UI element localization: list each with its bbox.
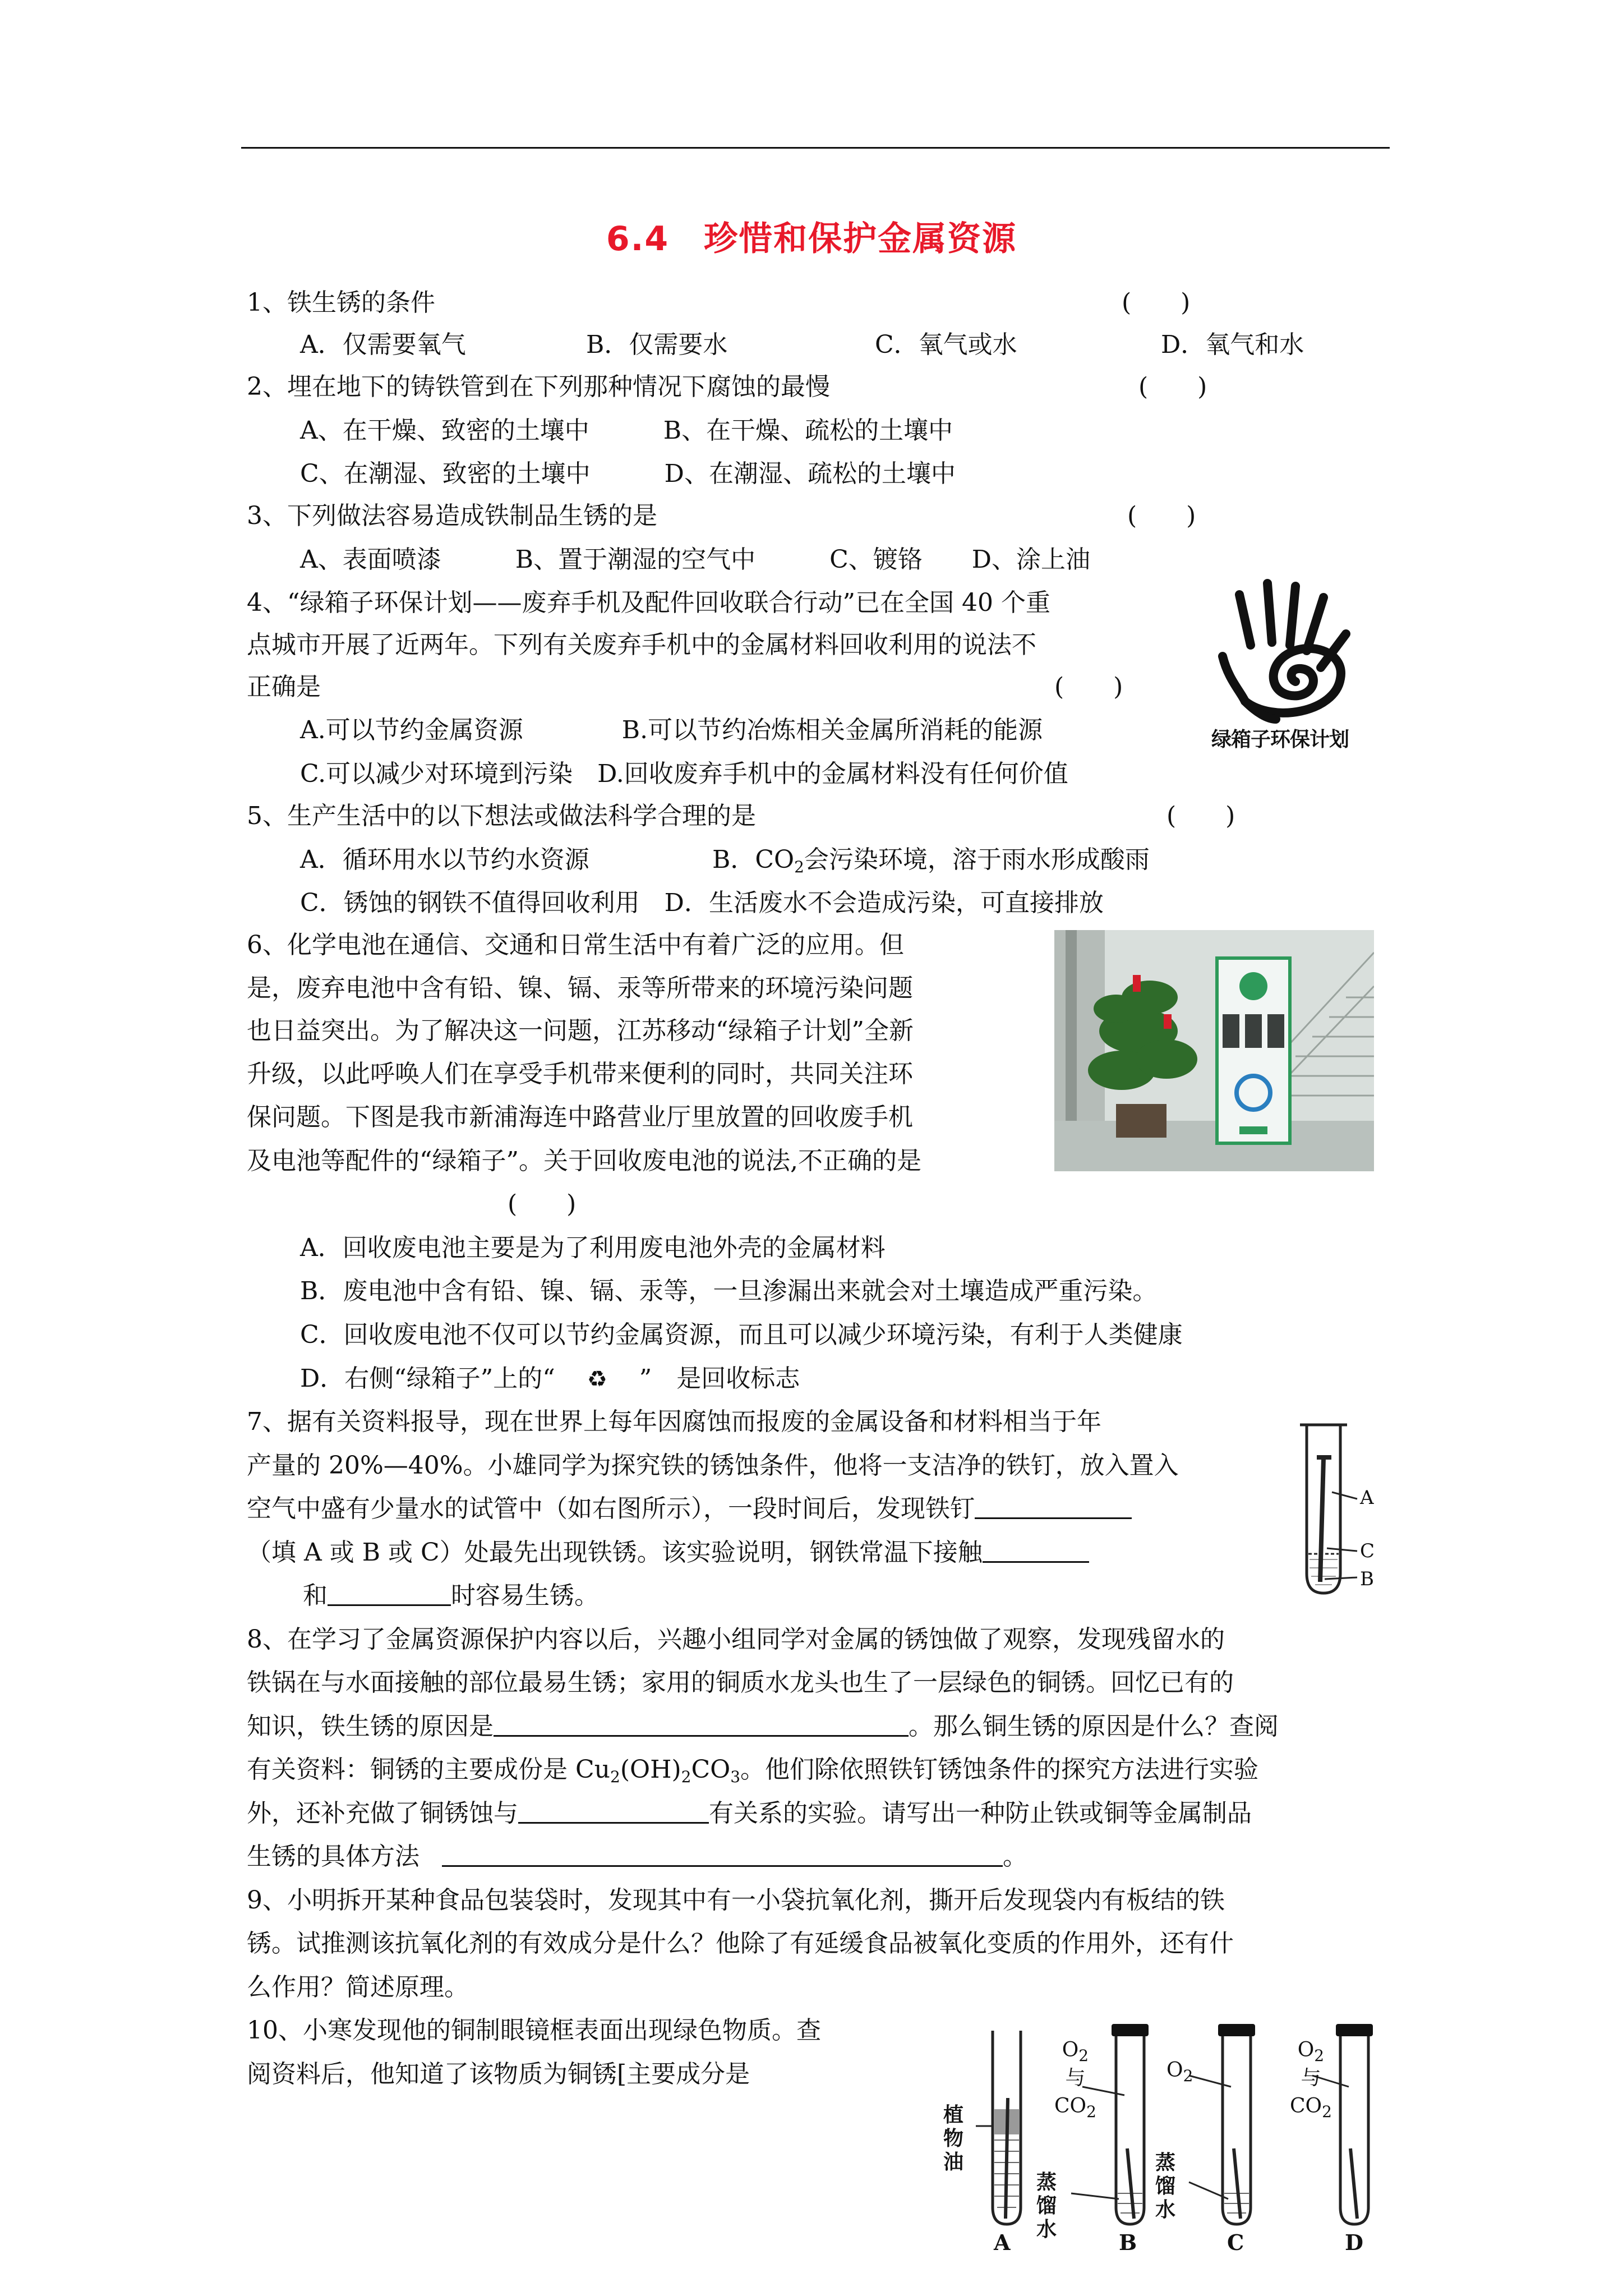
q6-option-c: C．回收废电池不仅可以节约金属资源，而且可以减少环境污染，有利于人类健康	[300, 1320, 1183, 1349]
q3-answer-paren: ( )	[1127, 501, 1196, 530]
recycle-icon: ♻	[587, 1366, 607, 1392]
page-title: 6.4 珍惜和保护金属资源	[606, 219, 1017, 259]
q10-water-label-c: 蒸馏水	[1155, 2151, 1176, 2221]
q7-label-c: C	[1360, 1540, 1375, 1562]
q8-line-6: 生锈的具体方法 。	[247, 1840, 1027, 1874]
q10-gas-label-d: $O_2$ 与 $CO_2$	[1290, 2039, 1332, 2121]
q1-option-b: B．仅需要水	[586, 330, 728, 359]
q10-tube-label-b: B	[1119, 2230, 1137, 2255]
q2-stem: 2、埋在地下的铸铁管到在下列那种情况下腐蚀的最慢	[247, 372, 830, 401]
q10-line-1: 10、小寒发现他的铜制眼镜框表面出现绿色物质。查	[247, 2016, 821, 2045]
green-box-plan-logo	[1206, 572, 1374, 757]
q5-stem: 5、生产生活中的以下想法或做法科学合理的是	[247, 802, 756, 830]
q1-answer-paren: ( )	[1122, 288, 1191, 317]
q6-line-1: 6、化学电池在通信、交通和日常生活中有着广泛的应用。但	[247, 931, 904, 959]
iron-nail-test-tube-figure	[1284, 1414, 1385, 1599]
green-box-photo	[1054, 930, 1374, 1171]
q6-line-4: 升级，以此呼唤人们在享受手机带来便利的同时，共同关注环	[247, 1060, 913, 1088]
q6-answer-paren: ( )	[508, 1190, 577, 1218]
q6-line-5: 保问题。下图是我市新浦海连中路营业厅里放置的回收废手机	[247, 1103, 913, 1131]
q9-line-3: 么作用？简述原理。	[247, 1973, 469, 2001]
q6-line-3: 也日益突出。为了解决这一问题，江苏移动“绿箱子计划”全新	[247, 1016, 914, 1045]
q7-label-b: B	[1360, 1568, 1374, 1590]
q4-line-3: 正确是	[247, 673, 321, 701]
q7-label-a: A	[1360, 1487, 1374, 1509]
q10-gas-label-b: $O_2$ 与 $CO_2$	[1054, 2039, 1096, 2121]
q6-line-2: 是，废弃电池中含有铅、镍、镉、汞等所带来的环境污染问题	[247, 974, 913, 1002]
q1-option-c: C．氧气或水	[875, 330, 1017, 359]
q1-option-a: A．仅需要氧气	[300, 330, 466, 359]
q8-line-3: 知识，铁生锈的原因是 。那么铜生锈的原因是什么？查阅	[247, 1710, 1279, 1743]
q10-tube-label-a: A	[994, 2230, 1011, 2255]
logo-caption: 绿箱子环保计划	[1211, 728, 1349, 751]
q4-options-cd: C.可以减少对环境到污染 D.回收废弃手机中的金属材料没有任何价值	[300, 760, 1068, 788]
q5-option-a: A．循环用水以节约水资源	[300, 845, 589, 874]
q10-tube-label-c: C	[1227, 2230, 1244, 2255]
q6-option-b: B．废电池中含有铅、镍、镉、汞等，一旦渗漏出来就会对土壤造成严重污染。	[300, 1277, 1158, 1305]
q8-line-5: 外，还补充做了铜锈蚀与 有关系的实验。请写出一种防止铁或铜等金属制品	[247, 1797, 1252, 1830]
q7-line-2: 产量的 20%—40%。小雄同学为探究铁的锈蚀条件，他将一支洁净的铁钉，放入置入	[247, 1451, 1179, 1480]
q2-options-ab: A、在干燥、致密的土壤中 B、在干燥、疏松的土壤中	[300, 416, 953, 445]
q10-gas-label-c: $O_2$	[1166, 2059, 1193, 2085]
header-rule	[241, 147, 1390, 149]
q8-line-2: 铁锅在与水面接触的部位最易生锈；家用的铜质水龙头也生了一层绿色的铜锈。回忆已有的	[247, 1668, 1234, 1697]
copper-rust-test-tubes-figure	[931, 2014, 1391, 2255]
q7-blank-condition-2[interactable]	[328, 1580, 451, 1606]
q4-options-ab: A.可以节约金属资源 B.可以节约冶炼相关金属所消耗的能源	[300, 716, 1043, 744]
q1-option-d: D．氧气和水	[1161, 330, 1304, 359]
q10-oil-label: 植物油	[943, 2104, 964, 2174]
q4-line-2: 点城市开展了近两年。下列有关废弃手机中的金属材料回收利用的说法不	[247, 631, 1036, 659]
q6-option-a: A．回收废电池主要是为了利用废电池外壳的金属材料	[300, 1234, 886, 1262]
q8-blank-prevention-method[interactable]	[442, 1841, 1003, 1867]
q3-stem: 3、下列做法容易造成铁制品生锈的是	[247, 501, 657, 530]
q3-options: A、表面喷漆 B、置于潮湿的空气中 C、镀铬 D、涂上油	[300, 545, 1091, 574]
q7-blank-position[interactable]	[975, 1493, 1132, 1519]
q2-options-cd: C、在潮湿、致密的土壤中 D、在潮湿、疏松的土壤中	[300, 459, 956, 488]
q4-line-1: 4、“绿箱子环保计划——废弃手机及配件回收联合行动”已在全国 40 个重	[247, 588, 1050, 617]
q7-line-5: 和 时容易生锈。	[303, 1579, 599, 1613]
q5-answer-paren: ( )	[1166, 802, 1235, 830]
q4-answer-paren: ( )	[1054, 673, 1123, 701]
q8-blank-iron-rust-cause[interactable]	[494, 1710, 909, 1737]
q9-line-1: 9、小明拆开某种食品包装袋时，发现其中有一小袋抗氧化剂，撕开后发现袋内有板结的铁	[247, 1886, 1225, 1915]
q5-option-b: B．$CO_2$会污染环境，溶于雨水形成酸雨	[712, 845, 1150, 876]
q7-blank-condition-1[interactable]	[983, 1536, 1089, 1563]
q2-answer-paren: ( )	[1138, 372, 1207, 401]
q8-line-1: 8、在学习了金属资源保护内容以后，兴趣小组同学对金属的锈蚀做了观察，发现残留水的	[247, 1625, 1225, 1654]
q10-water-label-b: 蒸馏水	[1036, 2171, 1057, 2241]
q7-line-1: 7、据有关资料报导，现在世界上每年因腐蚀而报废的金属设备和材料相当于年	[247, 1407, 1101, 1436]
q6-option-d: D．右侧“绿箱子”上的“ ♻ ” 是回收标志	[300, 1362, 800, 1396]
q9-line-2: 锈。试推测该抗氧化剂的有效成分是什么？他除了有延缓食品被氧化变质的作用外，还有什	[247, 1929, 1234, 1958]
q1-stem: 1、铁生锈的条件	[247, 288, 435, 317]
q10-line-2: 阅资料后，他知道了该物质为铜锈[主要成分是	[247, 2060, 750, 2088]
q5-options-cd: C．锈蚀的钢铁不值得回收利用 D．生活废水不会造成污染，可直接排放	[300, 889, 1104, 917]
q6-line-6: 及电池等配件的“绿箱子”。关于回收废电池的说法,不正确的是	[247, 1147, 921, 1175]
q7-line-4: （填 A 或 B 或 C）处最先出现铁锈。该实验说明，钢铁常温下接触	[247, 1536, 1089, 1570]
q8-line-4: 有关资料：铜锈的主要成份是 $Cu_2(OH)_2CO_3$。他们除依照铁钉锈蚀条件的探究方法进行实验	[247, 1755, 1259, 1786]
q8-blank-copper-factor[interactable]	[518, 1797, 709, 1824]
q7-line-3: 空气中盛有少量水的试管中（如右图所示），一段时间后，发现铁钉	[247, 1492, 1132, 1526]
q10-tube-label-d: D	[1345, 2230, 1363, 2255]
